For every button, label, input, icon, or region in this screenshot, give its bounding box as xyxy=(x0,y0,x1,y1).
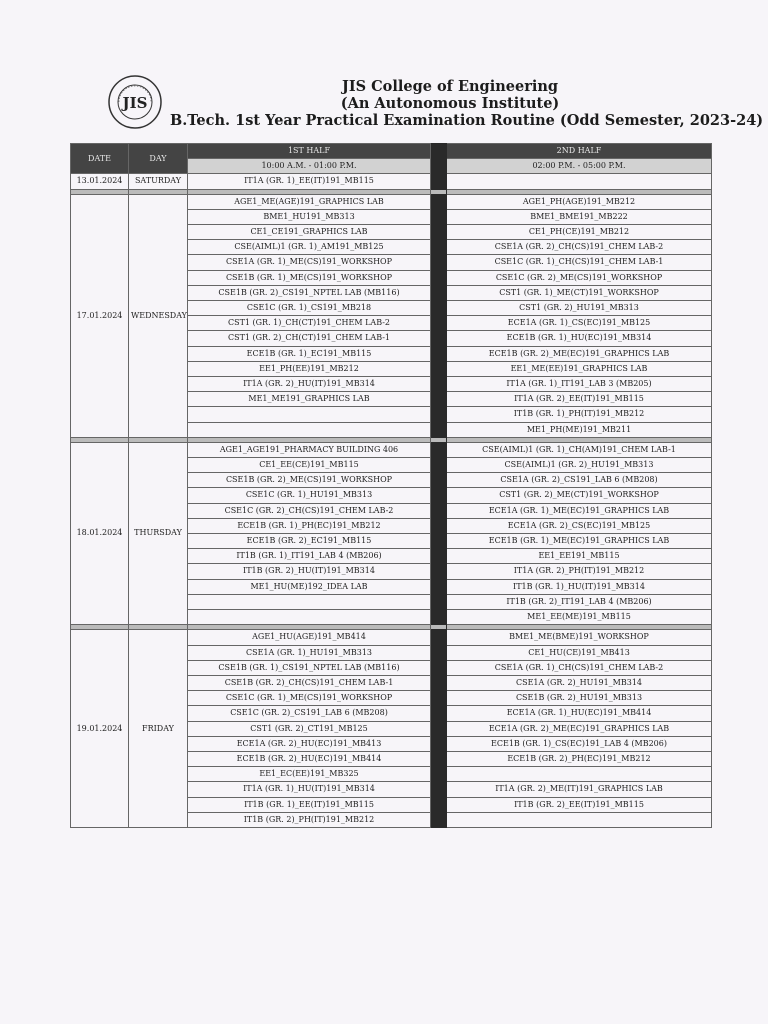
second-half-exam: CSE1A (GR. 1)_CH(CS)191_CHEM LAB-2 xyxy=(447,660,712,675)
first-half-exam: CSE1C (GR. 2)_CH(CS)191_CHEM LAB-2 xyxy=(188,503,431,518)
table-row xyxy=(71,442,712,457)
table-divider xyxy=(431,691,447,706)
table-divider xyxy=(431,751,447,766)
second-half-exam: ME1_EE(ME)191_MB115 xyxy=(447,610,712,625)
first-half-exam xyxy=(188,594,431,609)
first-half-exam: CE1_CE191_GRAPHICS LAB xyxy=(188,225,431,240)
table-divider xyxy=(431,225,447,240)
second-half-exam: CSE1C (GR. 2)_ME(CS)191_WORKSHOP xyxy=(447,270,712,285)
date-column-header: DATE xyxy=(71,144,129,174)
table-divider xyxy=(431,407,447,422)
second-half-exam: EE1_ME(EE)191_GRAPHICS LAB xyxy=(447,361,712,376)
table-divider xyxy=(431,675,447,690)
first-half-exam: IT1B (GR. 1)_EE(IT)191_MB115 xyxy=(188,797,431,812)
table-divider xyxy=(431,812,447,827)
second-half-exam: ECE1A (GR. 1)_ME(EC)191_GRAPHICS LAB xyxy=(447,503,712,518)
first-half-exam: CSE1C (GR. 1)_HU191_MB313 xyxy=(188,488,431,503)
first-half-exam: ECE1B (GR. 1)_PH(EC)191_MB212 xyxy=(188,518,431,533)
document-header xyxy=(170,78,764,129)
first-half-exam: CSE1B (GR. 2)_CS191_NPTEL LAB (MB116) xyxy=(188,285,431,300)
second-half-exam: CST1 (GR. 2)_ME(CT)191_WORKSHOP xyxy=(447,488,712,503)
day-column-header: DAY xyxy=(129,144,188,174)
svg-text:JIS: JIS xyxy=(122,94,148,112)
table-divider xyxy=(431,194,447,209)
table-divider xyxy=(431,285,447,300)
second-half-exam: BME1_BME191_MB222 xyxy=(447,209,712,224)
first-half-exam: CSE1C (GR. 1)_CS191_MB218 xyxy=(188,301,431,316)
first-half-exam: CST1 (GR. 2)_CH(CT)191_CHEM LAB-1 xyxy=(188,331,431,346)
second-half-exam: ECE1B (GR. 2)_ME(EC)191_GRAPHICS LAB xyxy=(447,346,712,361)
routine-title: B.Tech. 1st Year Practical Examination Routine (Odd Semester, 2023-24) xyxy=(170,112,764,129)
first-half-exam: CSE(AIML)1 (GR. 1)_AM191_MB125 xyxy=(188,240,431,255)
first-half-exam: CSE1C (GR. 2)_CS191_LAB 6 (MB208) xyxy=(188,706,431,721)
table-divider xyxy=(431,422,447,437)
second-half-exam: ECE1A (GR. 2)_CS(EC)191_MB125 xyxy=(447,518,712,533)
table-divider xyxy=(431,579,447,594)
second-half-exam xyxy=(447,812,712,827)
exam-day: FRIDAY xyxy=(129,630,188,828)
second-half-time: 02:00 P.M. - 05:00 P.M. xyxy=(447,159,712,174)
second-half-exam: IT1A (GR. 2)_EE(IT)191_MB115 xyxy=(447,392,712,407)
second-half-exam: CSE1A (GR. 2)_CH(CS)191_CHEM LAB-2 xyxy=(447,240,712,255)
table-divider xyxy=(431,240,447,255)
table-divider xyxy=(431,442,447,457)
table-divider xyxy=(431,630,447,645)
table-divider xyxy=(431,255,447,270)
table-divider xyxy=(431,473,447,488)
table-divider xyxy=(431,767,447,782)
first-half-exam: AGE1_AGE191_PHARMACY BUILDING 406 xyxy=(188,442,431,457)
exam-day: WEDNESDAY xyxy=(129,194,188,437)
table-divider xyxy=(431,144,447,159)
second-half-exam: ECE1A (GR. 2)_ME(EC)191_GRAPHICS LAB xyxy=(447,721,712,736)
first-half-exam: IT1A (GR. 1)_EE(IT)191_MB115 xyxy=(188,174,431,189)
routine-body xyxy=(71,174,712,828)
first-half-exam: IT1A (GR. 1)_HU(IT)191_MB314 xyxy=(188,782,431,797)
first-half-exam: CE1_EE(CE)191_MB115 xyxy=(188,458,431,473)
first-half-exam: CST1 (GR. 2)_CT191_MB125 xyxy=(188,721,431,736)
table-divider xyxy=(431,610,447,625)
table-divider xyxy=(431,392,447,407)
second-half-exam: ECE1B (GR. 1)_ME(EC)191_GRAPHICS LAB xyxy=(447,534,712,549)
first-half-exam: ME1_HU(ME)192_IDEA LAB xyxy=(188,579,431,594)
first-half-exam: ECE1A (GR. 2)_HU(EC)191_MB413 xyxy=(188,736,431,751)
second-half-exam: IT1A (GR. 1)_IT191_LAB 3 (MB205) xyxy=(447,377,712,392)
table-divider xyxy=(431,346,447,361)
table-divider xyxy=(431,660,447,675)
first-half-exam xyxy=(188,610,431,625)
exam-date: 19.01.2024 xyxy=(71,630,129,828)
table-divider xyxy=(431,331,447,346)
first-half-exam: CST1 (GR. 1)_CH(CT)191_CHEM LAB-2 xyxy=(188,316,431,331)
table-divider xyxy=(431,782,447,797)
table-divider xyxy=(431,518,447,533)
second-half-exam: ECE1B (GR. 1)_HU(EC)191_MB314 xyxy=(447,331,712,346)
first-half-exam: ECE1B (GR. 2)_HU(EC)191_MB414 xyxy=(188,751,431,766)
first-half-header: 1ST HALF xyxy=(188,144,431,159)
second-half-exam: IT1B (GR. 1)_HU(IT)191_MB314 xyxy=(447,579,712,594)
second-half-exam: ME1_PH(ME)191_MB211 xyxy=(447,422,712,437)
second-half-exam: CSE(AIML)1 (GR. 1)_CH(AM)191_CHEM LAB-1 xyxy=(447,442,712,457)
first-half-exam xyxy=(188,422,431,437)
first-half-exam: AGE1_HU(AGE)191_MB414 xyxy=(188,630,431,645)
table-divider xyxy=(431,270,447,285)
exam-day: THURSDAY xyxy=(129,442,188,624)
table-divider xyxy=(431,361,447,376)
second-half-exam: EE1_EE191_MB115 xyxy=(447,549,712,564)
table-divider xyxy=(431,209,447,224)
second-half-exam: IT1A (GR. 2)_PH(IT)191_MB212 xyxy=(447,564,712,579)
second-half-exam: ECE1A (GR. 1)_CS(EC)191_MB125 xyxy=(447,316,712,331)
institute-status: (An Autonomous Institute) xyxy=(340,95,560,112)
table-row xyxy=(71,194,712,209)
first-half-exam: CSE1B (GR. 1)_CS191_NPTEL LAB (MB116) xyxy=(188,660,431,675)
exam-day: SATURDAY xyxy=(129,174,188,189)
second-half-exam: CST1 (GR. 2)_HU191_MB313 xyxy=(447,301,712,316)
first-half-exam: IT1B (GR. 2)_HU(IT)191_MB314 xyxy=(188,564,431,579)
second-half-exam: CST1 (GR. 1)_ME(CT)191_WORKSHOP xyxy=(447,285,712,300)
college-name: JIS College of Engineering xyxy=(341,78,559,95)
second-half-exam: CSE1A (GR. 2)_CS191_LAB 6 (MB208) xyxy=(447,473,712,488)
first-half-exam: CSE1A (GR. 1)_ME(CS)191_WORKSHOP xyxy=(188,255,431,270)
second-half-header: 2ND HALF xyxy=(447,144,712,159)
second-half-exam: IT1B (GR. 2)_IT191_LAB 4 (MB206) xyxy=(447,594,712,609)
table-divider xyxy=(431,301,447,316)
exam-routine-table xyxy=(70,143,712,828)
college-logo-icon xyxy=(107,74,163,130)
first-half-exam: CSE1B (GR. 2)_CH(CS)191_CHEM LAB-1 xyxy=(188,675,431,690)
first-half-exam: ECE1B (GR. 1)_EC191_MB115 xyxy=(188,346,431,361)
second-half-exam: CSE1B (GR. 2)_HU191_MB313 xyxy=(447,691,712,706)
first-half-exam: AGE1_ME(AGE)191_GRAPHICS LAB xyxy=(188,194,431,209)
table-divider xyxy=(431,174,447,189)
second-half-exam: IT1B (GR. 2)_EE(IT)191_MB115 xyxy=(447,797,712,812)
first-half-exam: CSE1B (GR. 2)_ME(CS)191_WORKSHOP xyxy=(188,473,431,488)
table-divider xyxy=(431,736,447,751)
second-half-exam: AGE1_PH(AGE)191_MB212 xyxy=(447,194,712,209)
second-half-exam: ECE1B (GR. 2)_PH(EC)191_MB212 xyxy=(447,751,712,766)
exam-date: 13.01.2024 xyxy=(71,174,129,189)
second-half-exam xyxy=(447,174,712,189)
table-divider xyxy=(431,797,447,812)
table-divider xyxy=(431,316,447,331)
first-half-exam: BME1_HU191_MB313 xyxy=(188,209,431,224)
table-divider xyxy=(431,549,447,564)
first-half-exam xyxy=(188,407,431,422)
second-half-exam: ECE1B (GR. 1)_CS(EC)191_LAB 4 (MB206) xyxy=(447,736,712,751)
table-divider xyxy=(431,377,447,392)
table-row xyxy=(71,174,712,189)
second-half-exam: BME1_ME(BME)191_WORKSHOP xyxy=(447,630,712,645)
second-half-exam xyxy=(447,767,712,782)
first-half-exam: EE1_EC(EE)191_MB325 xyxy=(188,767,431,782)
table-row xyxy=(71,630,712,645)
table-divider xyxy=(431,534,447,549)
first-half-time: 10:00 A.M. - 01:00 P.M. xyxy=(188,159,431,174)
second-half-exam: CE1_PH(CE)191_MB212 xyxy=(447,225,712,240)
table-divider xyxy=(431,594,447,609)
table-divider xyxy=(431,159,447,174)
table-divider xyxy=(431,721,447,736)
first-half-exam: EE1_PH(EE)191_MB212 xyxy=(188,361,431,376)
table-divider xyxy=(431,503,447,518)
table-divider xyxy=(431,564,447,579)
first-half-exam: CSE1A (GR. 1)_HU191_MB313 xyxy=(188,645,431,660)
second-half-exam: CSE(AIML)1 (GR. 2)_HU191_MB313 xyxy=(447,458,712,473)
table-divider xyxy=(431,706,447,721)
second-half-exam: IT1A (GR. 2)_ME(IT)191_GRAPHICS LAB xyxy=(447,782,712,797)
exam-date: 17.01.2024 xyxy=(71,194,129,437)
second-half-exam: CSE1C (GR. 1)_CH(CS)191_CHEM LAB-1 xyxy=(447,255,712,270)
first-half-exam: ME1_ME191_GRAPHICS LAB xyxy=(188,392,431,407)
second-half-exam: CSE1A (GR. 2)_HU191_MB314 xyxy=(447,675,712,690)
first-half-exam: CSE1C (GR. 1)_ME(CS)191_WORKSHOP xyxy=(188,691,431,706)
first-half-exam: IT1A (GR. 2)_HU(IT)191_MB314 xyxy=(188,377,431,392)
second-half-exam: IT1B (GR. 1)_PH(IT)191_MB212 xyxy=(447,407,712,422)
first-half-exam: ECE1B (GR. 2)_EC191_MB115 xyxy=(188,534,431,549)
table-divider xyxy=(431,488,447,503)
first-half-exam: IT1B (GR. 2)_PH(IT)191_MB212 xyxy=(188,812,431,827)
table-divider xyxy=(431,458,447,473)
second-half-exam: CE1_HU(CE)191_MB413 xyxy=(447,645,712,660)
table-divider xyxy=(431,645,447,660)
first-half-exam: CSE1B (GR. 1)_ME(CS)191_WORKSHOP xyxy=(188,270,431,285)
first-half-exam: IT1B (GR. 1)_IT191_LAB 4 (MB206) xyxy=(188,549,431,564)
exam-date: 18.01.2024 xyxy=(71,442,129,624)
second-half-exam: ECE1A (GR. 1)_HU(EC)191_MB414 xyxy=(447,706,712,721)
